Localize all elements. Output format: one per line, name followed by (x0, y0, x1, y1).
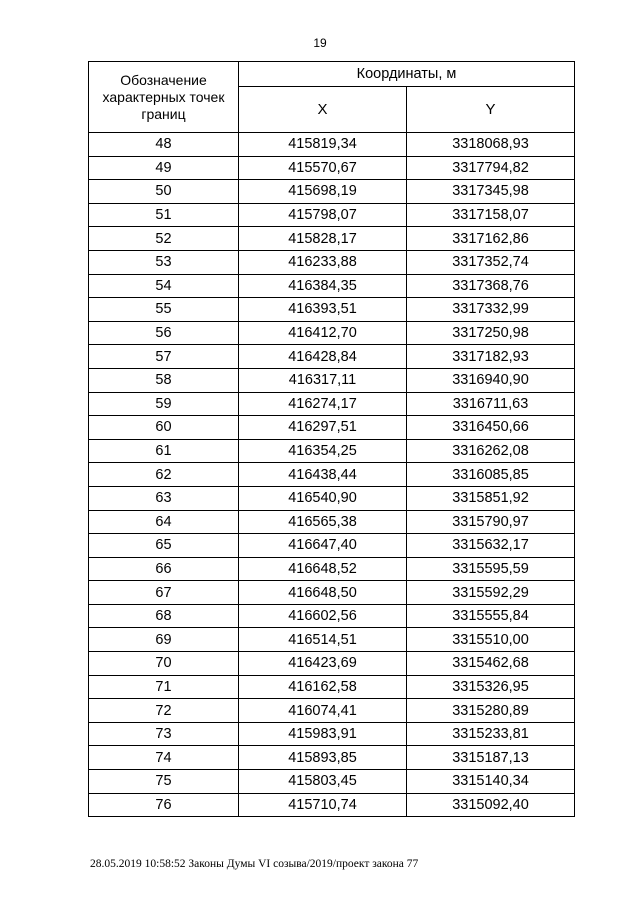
cell-point-number: 75 (89, 770, 239, 794)
table-row (89, 392, 575, 416)
cell-x-coordinate: 416647,40 (239, 534, 407, 558)
cell-point-number: 57 (89, 345, 239, 369)
cell-x-coordinate: 415819,34 (239, 133, 407, 157)
table-row (89, 699, 575, 723)
cell-x-coordinate: 416648,52 (239, 557, 407, 581)
cell-y-coordinate: 3316940,90 (407, 368, 575, 392)
cell-point-number: 54 (89, 274, 239, 298)
cell-point-number: 55 (89, 298, 239, 322)
cell-y-coordinate: 3315462,68 (407, 652, 575, 676)
page-number: 19 (313, 36, 327, 50)
cell-point-number: 58 (89, 368, 239, 392)
cell-y-coordinate: 3315632,17 (407, 534, 575, 558)
table-row (89, 675, 575, 699)
cell-point-number: 51 (89, 203, 239, 227)
cell-x-coordinate: 416648,50 (239, 581, 407, 605)
table-row (89, 486, 575, 510)
cell-point-number: 61 (89, 439, 239, 463)
cell-x-coordinate: 415983,91 (239, 722, 407, 746)
cell-y-coordinate: 3317794,82 (407, 156, 575, 180)
cell-point-number: 62 (89, 463, 239, 487)
cell-x-coordinate: 416412,70 (239, 321, 407, 345)
cell-point-number: 69 (89, 628, 239, 652)
cell-x-coordinate: 415828,17 (239, 227, 407, 251)
cell-y-coordinate: 3315790,97 (407, 510, 575, 534)
table-row (89, 534, 575, 558)
cell-x-coordinate: 415798,07 (239, 203, 407, 227)
cell-y-coordinate: 3315187,13 (407, 746, 575, 770)
cell-y-coordinate: 3315555,84 (407, 604, 575, 628)
table-row (89, 628, 575, 652)
cell-point-number: 53 (89, 250, 239, 274)
cell-x-coordinate: 416162,58 (239, 675, 407, 699)
cell-x-coordinate: 415893,85 (239, 746, 407, 770)
cell-x-coordinate: 416423,69 (239, 652, 407, 676)
cell-x-coordinate: 415803,45 (239, 770, 407, 794)
cell-x-coordinate: 416274,17 (239, 392, 407, 416)
cell-y-coordinate: 3316085,85 (407, 463, 575, 487)
cell-point-number: 64 (89, 510, 239, 534)
header-point-designation: Обозначение характерных точек границ (89, 62, 239, 133)
cell-point-number: 65 (89, 534, 239, 558)
table-row (89, 250, 575, 274)
cell-x-coordinate: 416514,51 (239, 628, 407, 652)
cell-x-coordinate: 416393,51 (239, 298, 407, 322)
cell-y-coordinate: 3316262,08 (407, 439, 575, 463)
table-row (89, 274, 575, 298)
cell-x-coordinate: 416297,51 (239, 416, 407, 440)
cell-x-coordinate: 416438,44 (239, 463, 407, 487)
cell-x-coordinate: 416428,84 (239, 345, 407, 369)
cell-y-coordinate: 3315092,40 (407, 793, 575, 817)
cell-x-coordinate: 416354,25 (239, 439, 407, 463)
cell-point-number: 49 (89, 156, 239, 180)
cell-x-coordinate: 415698,19 (239, 180, 407, 204)
cell-point-number: 73 (89, 722, 239, 746)
coordinates-table (88, 61, 575, 817)
cell-x-coordinate: 415570,67 (239, 156, 407, 180)
header-x: X (239, 87, 407, 133)
table-row (89, 180, 575, 204)
table-row (89, 557, 575, 581)
cell-y-coordinate: 3317352,74 (407, 250, 575, 274)
cell-point-number: 72 (89, 699, 239, 723)
cell-point-number: 76 (89, 793, 239, 817)
table-row (89, 510, 575, 534)
table-row (89, 652, 575, 676)
cell-x-coordinate: 416317,11 (239, 368, 407, 392)
cell-y-coordinate: 3317158,07 (407, 203, 575, 227)
cell-y-coordinate: 3317345,98 (407, 180, 575, 204)
cell-point-number: 59 (89, 392, 239, 416)
table-row (89, 722, 575, 746)
cell-point-number: 56 (89, 321, 239, 345)
cell-x-coordinate: 415710,74 (239, 793, 407, 817)
table-row (89, 321, 575, 345)
table-row (89, 439, 575, 463)
cell-y-coordinate: 3315140,34 (407, 770, 575, 794)
cell-y-coordinate: 3318068,93 (407, 133, 575, 157)
cell-y-coordinate: 3315510,00 (407, 628, 575, 652)
cell-y-coordinate: 3316450,66 (407, 416, 575, 440)
cell-point-number: 63 (89, 486, 239, 510)
cell-point-number: 70 (89, 652, 239, 676)
table-row (89, 770, 575, 794)
table-row (89, 581, 575, 605)
cell-y-coordinate: 3315592,29 (407, 581, 575, 605)
table-row (89, 368, 575, 392)
cell-point-number: 48 (89, 133, 239, 157)
cell-point-number: 71 (89, 675, 239, 699)
cell-x-coordinate: 416233,88 (239, 250, 407, 274)
cell-y-coordinate: 3316711,63 (407, 392, 575, 416)
cell-y-coordinate: 3315280,89 (407, 699, 575, 723)
cell-point-number: 52 (89, 227, 239, 251)
cell-y-coordinate: 3315851,92 (407, 486, 575, 510)
cell-y-coordinate: 3317182,93 (407, 345, 575, 369)
cell-point-number: 74 (89, 746, 239, 770)
cell-x-coordinate: 416384,35 (239, 274, 407, 298)
table-row (89, 227, 575, 251)
footer-stamp: 28.05.2019 10:58:52 Законы Думы VI созыва/2019/проект закона 77 (90, 858, 419, 870)
table-row (89, 133, 575, 157)
header-y: Y (407, 87, 575, 133)
table-row (89, 203, 575, 227)
table-row (89, 298, 575, 322)
table-row (89, 746, 575, 770)
cell-x-coordinate: 416540,90 (239, 486, 407, 510)
cell-y-coordinate: 3317250,98 (407, 321, 575, 345)
cell-y-coordinate: 3315233,81 (407, 722, 575, 746)
table-row (89, 156, 575, 180)
cell-y-coordinate: 3317162,86 (407, 227, 575, 251)
cell-y-coordinate: 3317332,99 (407, 298, 575, 322)
table-row (89, 416, 575, 440)
cell-point-number: 60 (89, 416, 239, 440)
cell-point-number: 67 (89, 581, 239, 605)
table-row (89, 604, 575, 628)
table-row (89, 463, 575, 487)
cell-point-number: 66 (89, 557, 239, 581)
cell-x-coordinate: 416602,56 (239, 604, 407, 628)
header-coordinates: Координаты, м (239, 62, 575, 87)
cell-point-number: 50 (89, 180, 239, 204)
cell-y-coordinate: 3315326,95 (407, 675, 575, 699)
cell-y-coordinate: 3315595,59 (407, 557, 575, 581)
table-row (89, 793, 575, 817)
cell-point-number: 68 (89, 604, 239, 628)
table-body (89, 133, 575, 817)
cell-x-coordinate: 416074,41 (239, 699, 407, 723)
table-row (89, 345, 575, 369)
cell-x-coordinate: 416565,38 (239, 510, 407, 534)
cell-y-coordinate: 3317368,76 (407, 274, 575, 298)
